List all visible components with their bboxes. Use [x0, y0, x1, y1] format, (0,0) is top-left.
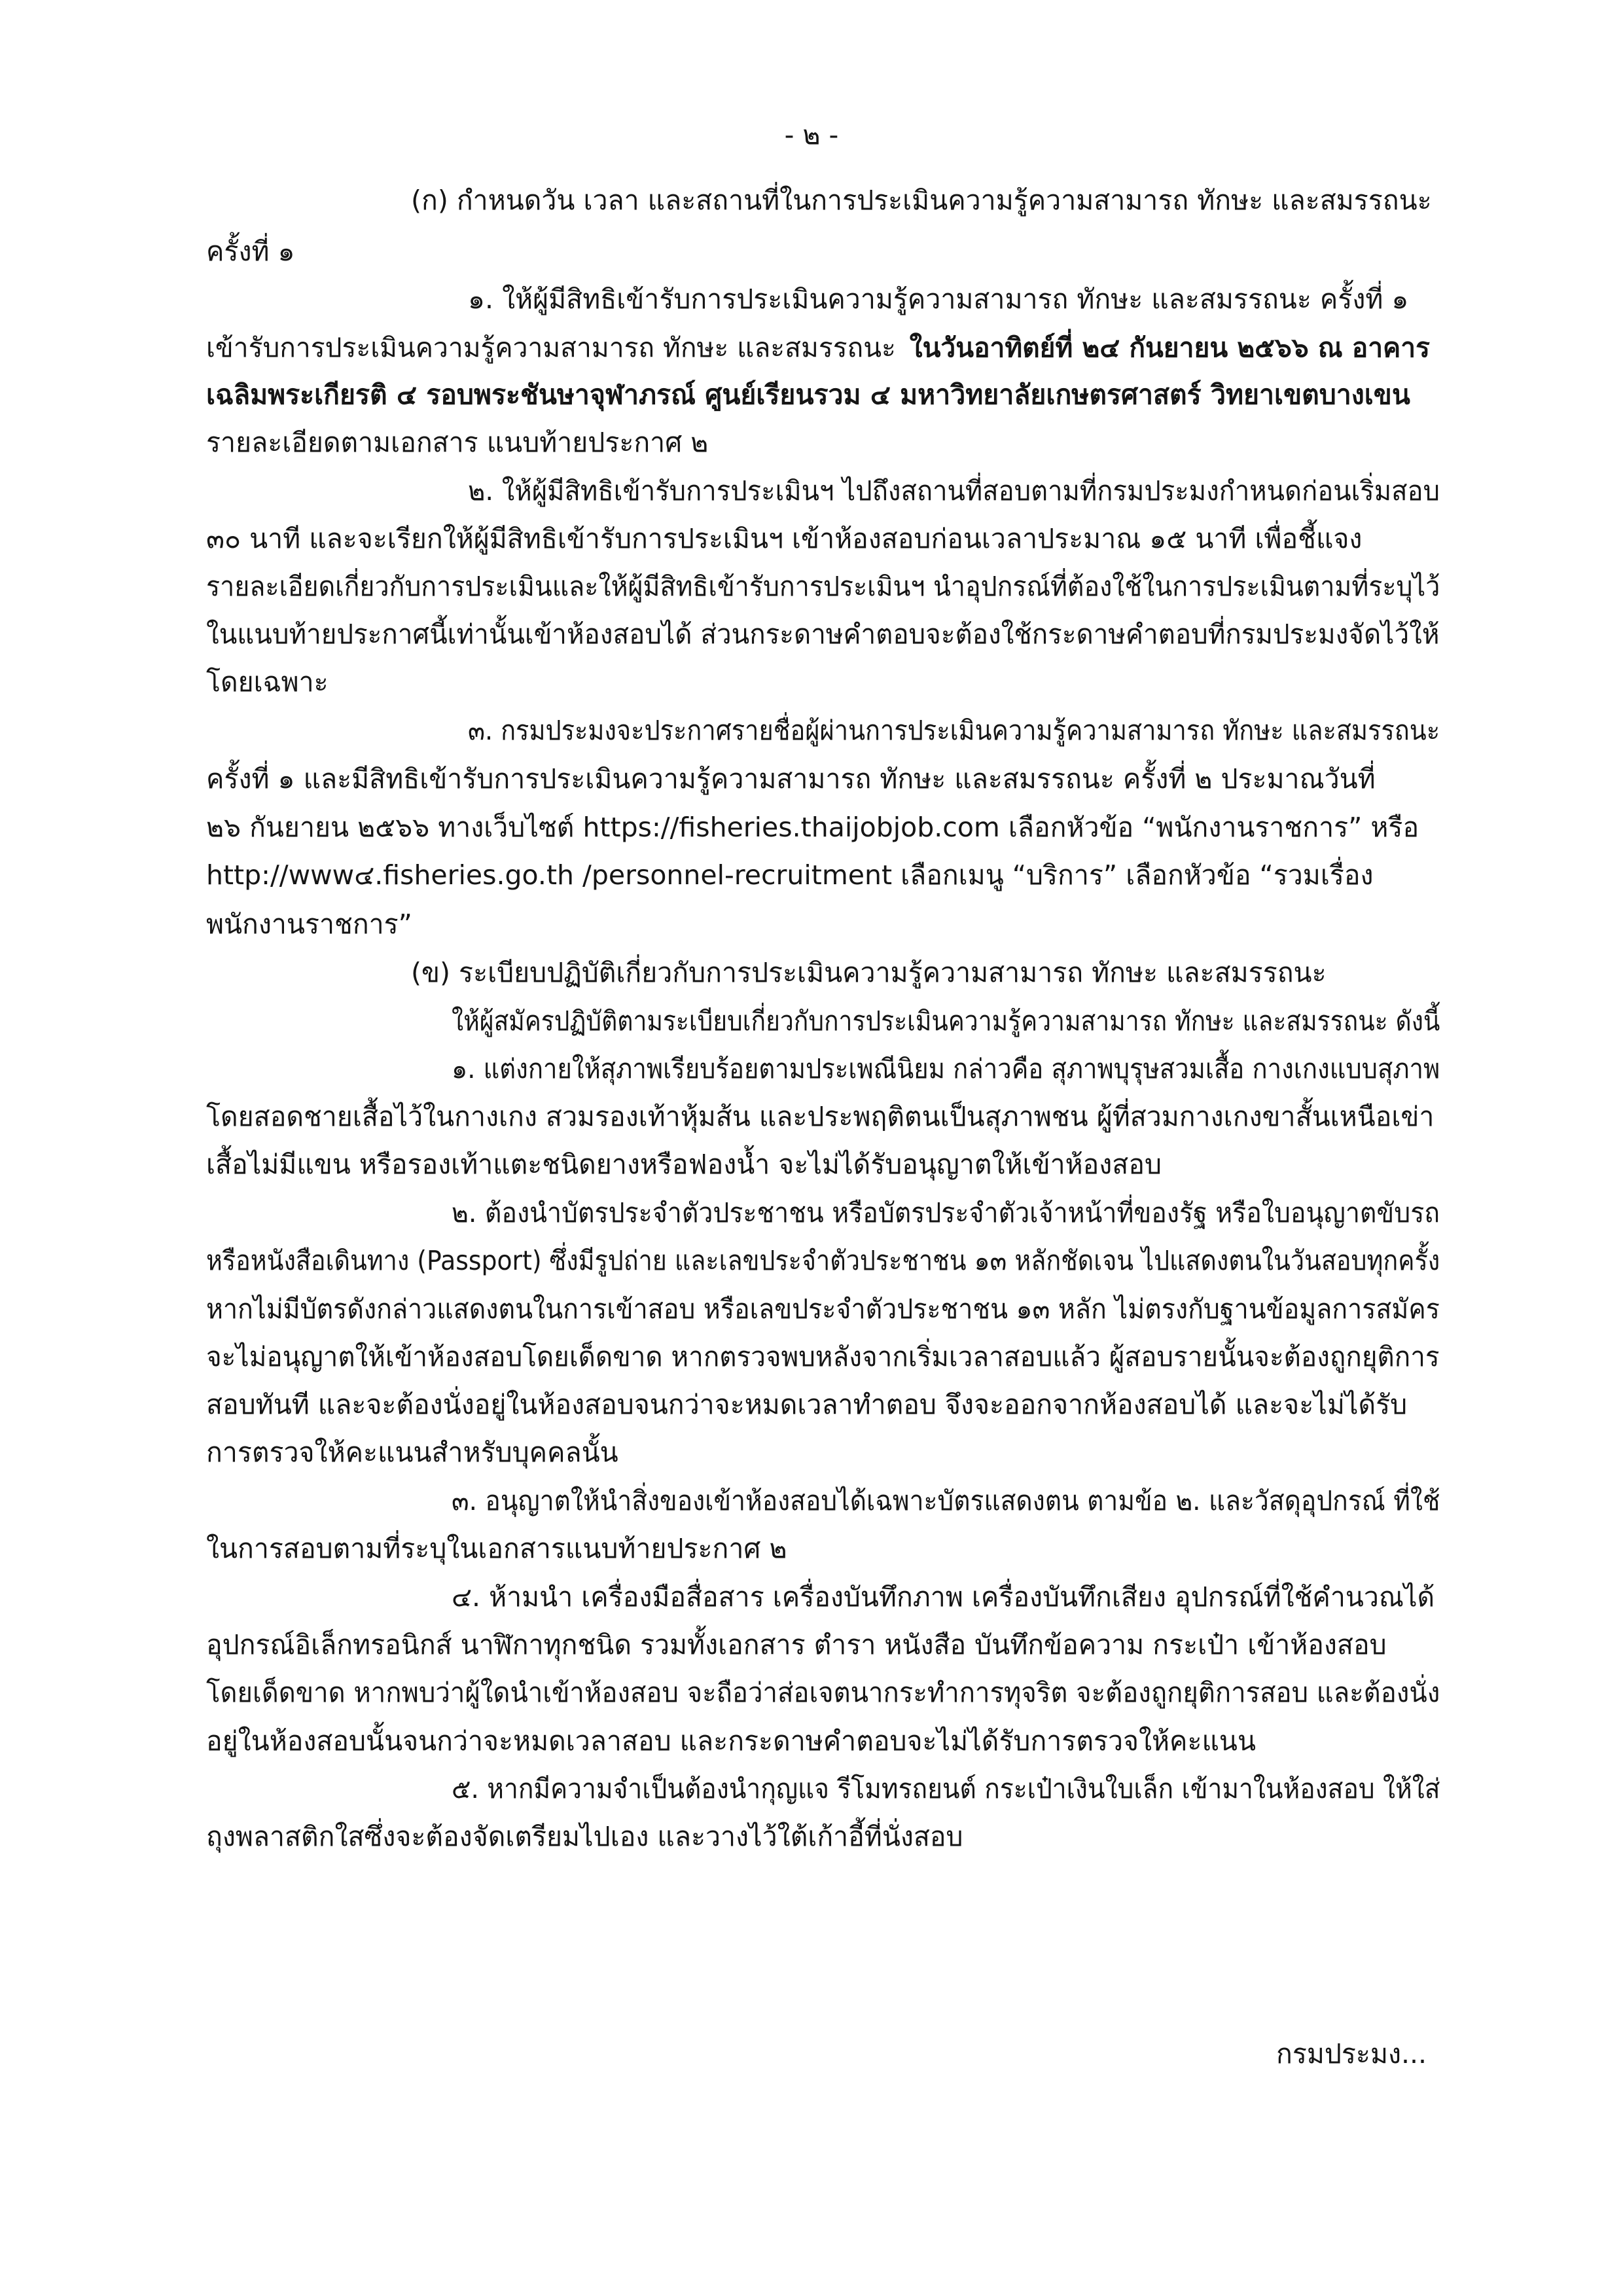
b2-line2: หรือหนังสือเดินทาง (Passport) ซึ่งมีรูปถ่าย และเลขประจำตัวประชาชน ๑๓ หลักชัดเจน ไปแสดงตนในวันสอบทุกครั้ง [206, 1245, 1440, 1276]
a1-line2-date-venue: ในวันอาทิตย์ที่ ๒๔ กันยายน ๒๕๖๖ ณ อาคาร [909, 332, 1430, 363]
b5-line2: ถุงพลาสติกใสซึ่งจะต้องจัดเตรียมไปเอง และวางไว้ใต้เก้าอี้ที่นั่งสอบ [206, 1821, 963, 1852]
a3-line1: ๓. กรมประมงจะประกาศรายชื่อผู้ผ่านการประเมินความรู้ความสามารถ ทักษะ และสมรรถนะ [468, 715, 1440, 746]
b3-line2: ในการสอบตามที่ระบุในเอกสารแนบท้ายประกาศ ๒ [206, 1533, 787, 1564]
a1-line2-normal: เข้ารับการประเมินความรู้ความสามารถ ทักษะ และสมรรถนะ [206, 332, 896, 363]
section-a-heading: (ก) กำหนดวัน เวลา และสถานที่ในการประเมินความรู้ความสามารถ ทักษะ และสมรรถนะ [411, 185, 1432, 216]
a3-line5: พนักงานราชการ” [206, 908, 412, 940]
a2-line2: ๓๐ นาที และจะเรียกให้ผู้มีสิทธิเข้ารับการประเมินฯ เข้าห้องสอบก่อนเวลาประมาณ ๑๕ นาที เพื่อชี้แจง [206, 523, 1363, 554]
section-b-intro: ให้ผู้สมัครปฏิบัติตามระเบียบเกี่ยวกับการประเมินความรู้ความสามารถ ทักษะ และสมรรถนะ ดังนี้ [452, 1005, 1440, 1037]
section-b-heading: (ข) ระเบียบปฏิบัติเกี่ยวกับการประเมินความรู้ความสามารถ ทักษะ และสมรรถนะ [411, 957, 1327, 988]
b1-line3: เสื้อไม่มีแขน หรือรองเท้าแตะชนิดยางหรือฟองน้ำ จะไม่ได้รับอนุญาตให้เข้าห้องสอบ [206, 1149, 1162, 1180]
b1-line2: โดยสอดชายเสื้อไว้ในกางเกง สวมรองเท้าหุ้มส้น และประพฤติตนเป็นสุภาพชน ผู้ที่สวมกางเกงขาสั้นเหนือเข่า [206, 1101, 1435, 1132]
b4-line4: อยู่ในห้องสอบนั้นจนกว่าจะหมดเวลาสอบ และกระดาษคำตอบจะไม่ได้รับการตรวจให้คะแนน [206, 1725, 1256, 1757]
a1-line2 [206, 334, 1430, 361]
b1-line1: ๑. แต่งกายให้สุภาพเรียบร้อยตามประเพณีนิยม กล่าวคือ สุภาพบุรุษสวมเสื้อ กางเกงแบบสุภาพ [452, 1053, 1440, 1085]
a3-line4: http://www๔.fisheries.go.th /personnel-recruitment เลือกเมนู “บริการ” เลือกหัวข้อ “รวมเรื่อง [206, 859, 1374, 891]
b4-line3: โดยเด็ดขาด หากพบว่าผู้ใดนำเข้าห้องสอบ จะถือว่าส่อเจตนากระทำการทุจริต จะต้องถูกยุติการสอบ และต้องนั่ง [206, 1677, 1440, 1708]
a2-line3: รายละเอียดเกี่ยวกับการประเมินและให้ผู้มีสิทธิเข้ารับการประเมินฯ นำอุปกรณ์ที่ต้องใช้ในการประเมินตามที่ระบุไว้ [206, 571, 1440, 602]
a1-line1: ๑. ให้ผู้มีสิทธิเข้ารับการประเมินความรู้ความสามารถ ทักษะ และสมรรถนะ ครั้งที่ ๑ [468, 283, 1409, 315]
b4-line2: อุปกรณ์อิเล็กทรอนิกส์ นาฬิกาทุกชนิด รวมทั้งเอกสาร ตำรา หนังสือ บันทึกข้อความ กระเป๋า เข้าห้องสอบ [206, 1629, 1387, 1660]
a1-line4: รายละเอียดตามเอกสาร แนบท้ายประกาศ ๒ [206, 427, 709, 458]
section-a-heading-cont: ครั้งที่ ๑ [206, 236, 295, 267]
a3-line2: ครั้งที่ ๑ และมีสิทธิเข้ารับการประเมินความรู้ความสามารถ ทักษะ และสมรรถนะ ครั้งที่ ๒ ประมาณวันที่ [206, 763, 1376, 795]
a2-line4: ในแนบท้ายประกาศนี้เท่านั้นเข้าห้องสอบได้ ส่วนกระดาษคำตอบจะต้องใช้กระดาษคำตอบที่กรมประมงจัดไว้ให้ [206, 619, 1440, 650]
b2-line6: การตรวจให้คะแนนสำหรับบุคคลนั้น [206, 1437, 618, 1468]
b3-line1: ๓. อนุญาตให้นำสิ่งของเข้าห้องสอบได้เฉพาะบัตรแสดงตน ตามข้อ ๒. และวัสดุอุปกรณ์ ที่ใช้ [452, 1485, 1440, 1516]
b2-line3: หากไม่มีบัตรดังกล่าวแสดงตนในการเข้าสอบ หรือเลขประจำตัวประชาชน ๑๓ หลัก ไม่ตรงกับฐานข้อมูลการสมัคร [206, 1293, 1440, 1325]
b2-line4: จะไม่อนุญาตให้เข้าห้องสอบโดยเด็ดขาด หากตรวจพบหลังจากเริ่มเวลาสอบแล้ว ผู้สอบรายนั้นจะต้องถูกยุติการ [206, 1341, 1440, 1372]
a2-line1: ๒. ให้ผู้มีสิทธิเข้ารับการประเมินฯ ไปถึงสถานที่สอบตามที่กรมประมงกำหนดก่อนเริ่มสอบ [468, 475, 1440, 507]
b4-line1: ๔. ห้ามนำ เครื่องมือสื่อสาร เครื่องบันทึกภาพ เครื่องบันทึกเสียง อุปกรณ์ที่ใช้คำนวณได้ [452, 1581, 1435, 1613]
a1-line3-venue: เฉลิมพระเกียรติ ๔ รอบพระชันษาจุฬาภรณ์ ศูนย์เรียนรวม ๔ มหาวิทยาลัยเกษตรศาสตร์ วิทยาเขตบางเขน [206, 379, 1410, 410]
a2-line5: โดยเฉพาะ [206, 666, 329, 698]
b5-line1: ๕. หากมีความจำเป็นต้องนำกุญแจ รีโมทรถยนต์ กระเป๋าเงินใบเล็ก เข้ามาในห้องสอบ ให้ใส่ [452, 1773, 1440, 1804]
continuation-catchword: กรมประมง... [1276, 2038, 1427, 2070]
b2-line1: ๒. ต้องนำบัตรประจำตัวประชาชน หรือบัตรประจำตัวเจ้าหน้าที่ของรัฐ หรือใบอนุญาตขับรถ [452, 1197, 1440, 1229]
a3-line3: ๒๖ กันยายน ๒๕๖๖ ทางเว็บไซต์ https://fisheries.thaijobjob.com เลือกหัวข้อ “พนักงานราชการ” หรือ [206, 812, 1419, 843]
b2-line5: สอบทันที และจะต้องนั่งอยู่ในห้องสอบจนกว่าจะหมดเวลาทำตอบ จึงจะออกจากห้องสอบได้ และจะไม่ได้รับ [206, 1389, 1408, 1420]
page-number: - ๒ - [784, 119, 839, 151]
